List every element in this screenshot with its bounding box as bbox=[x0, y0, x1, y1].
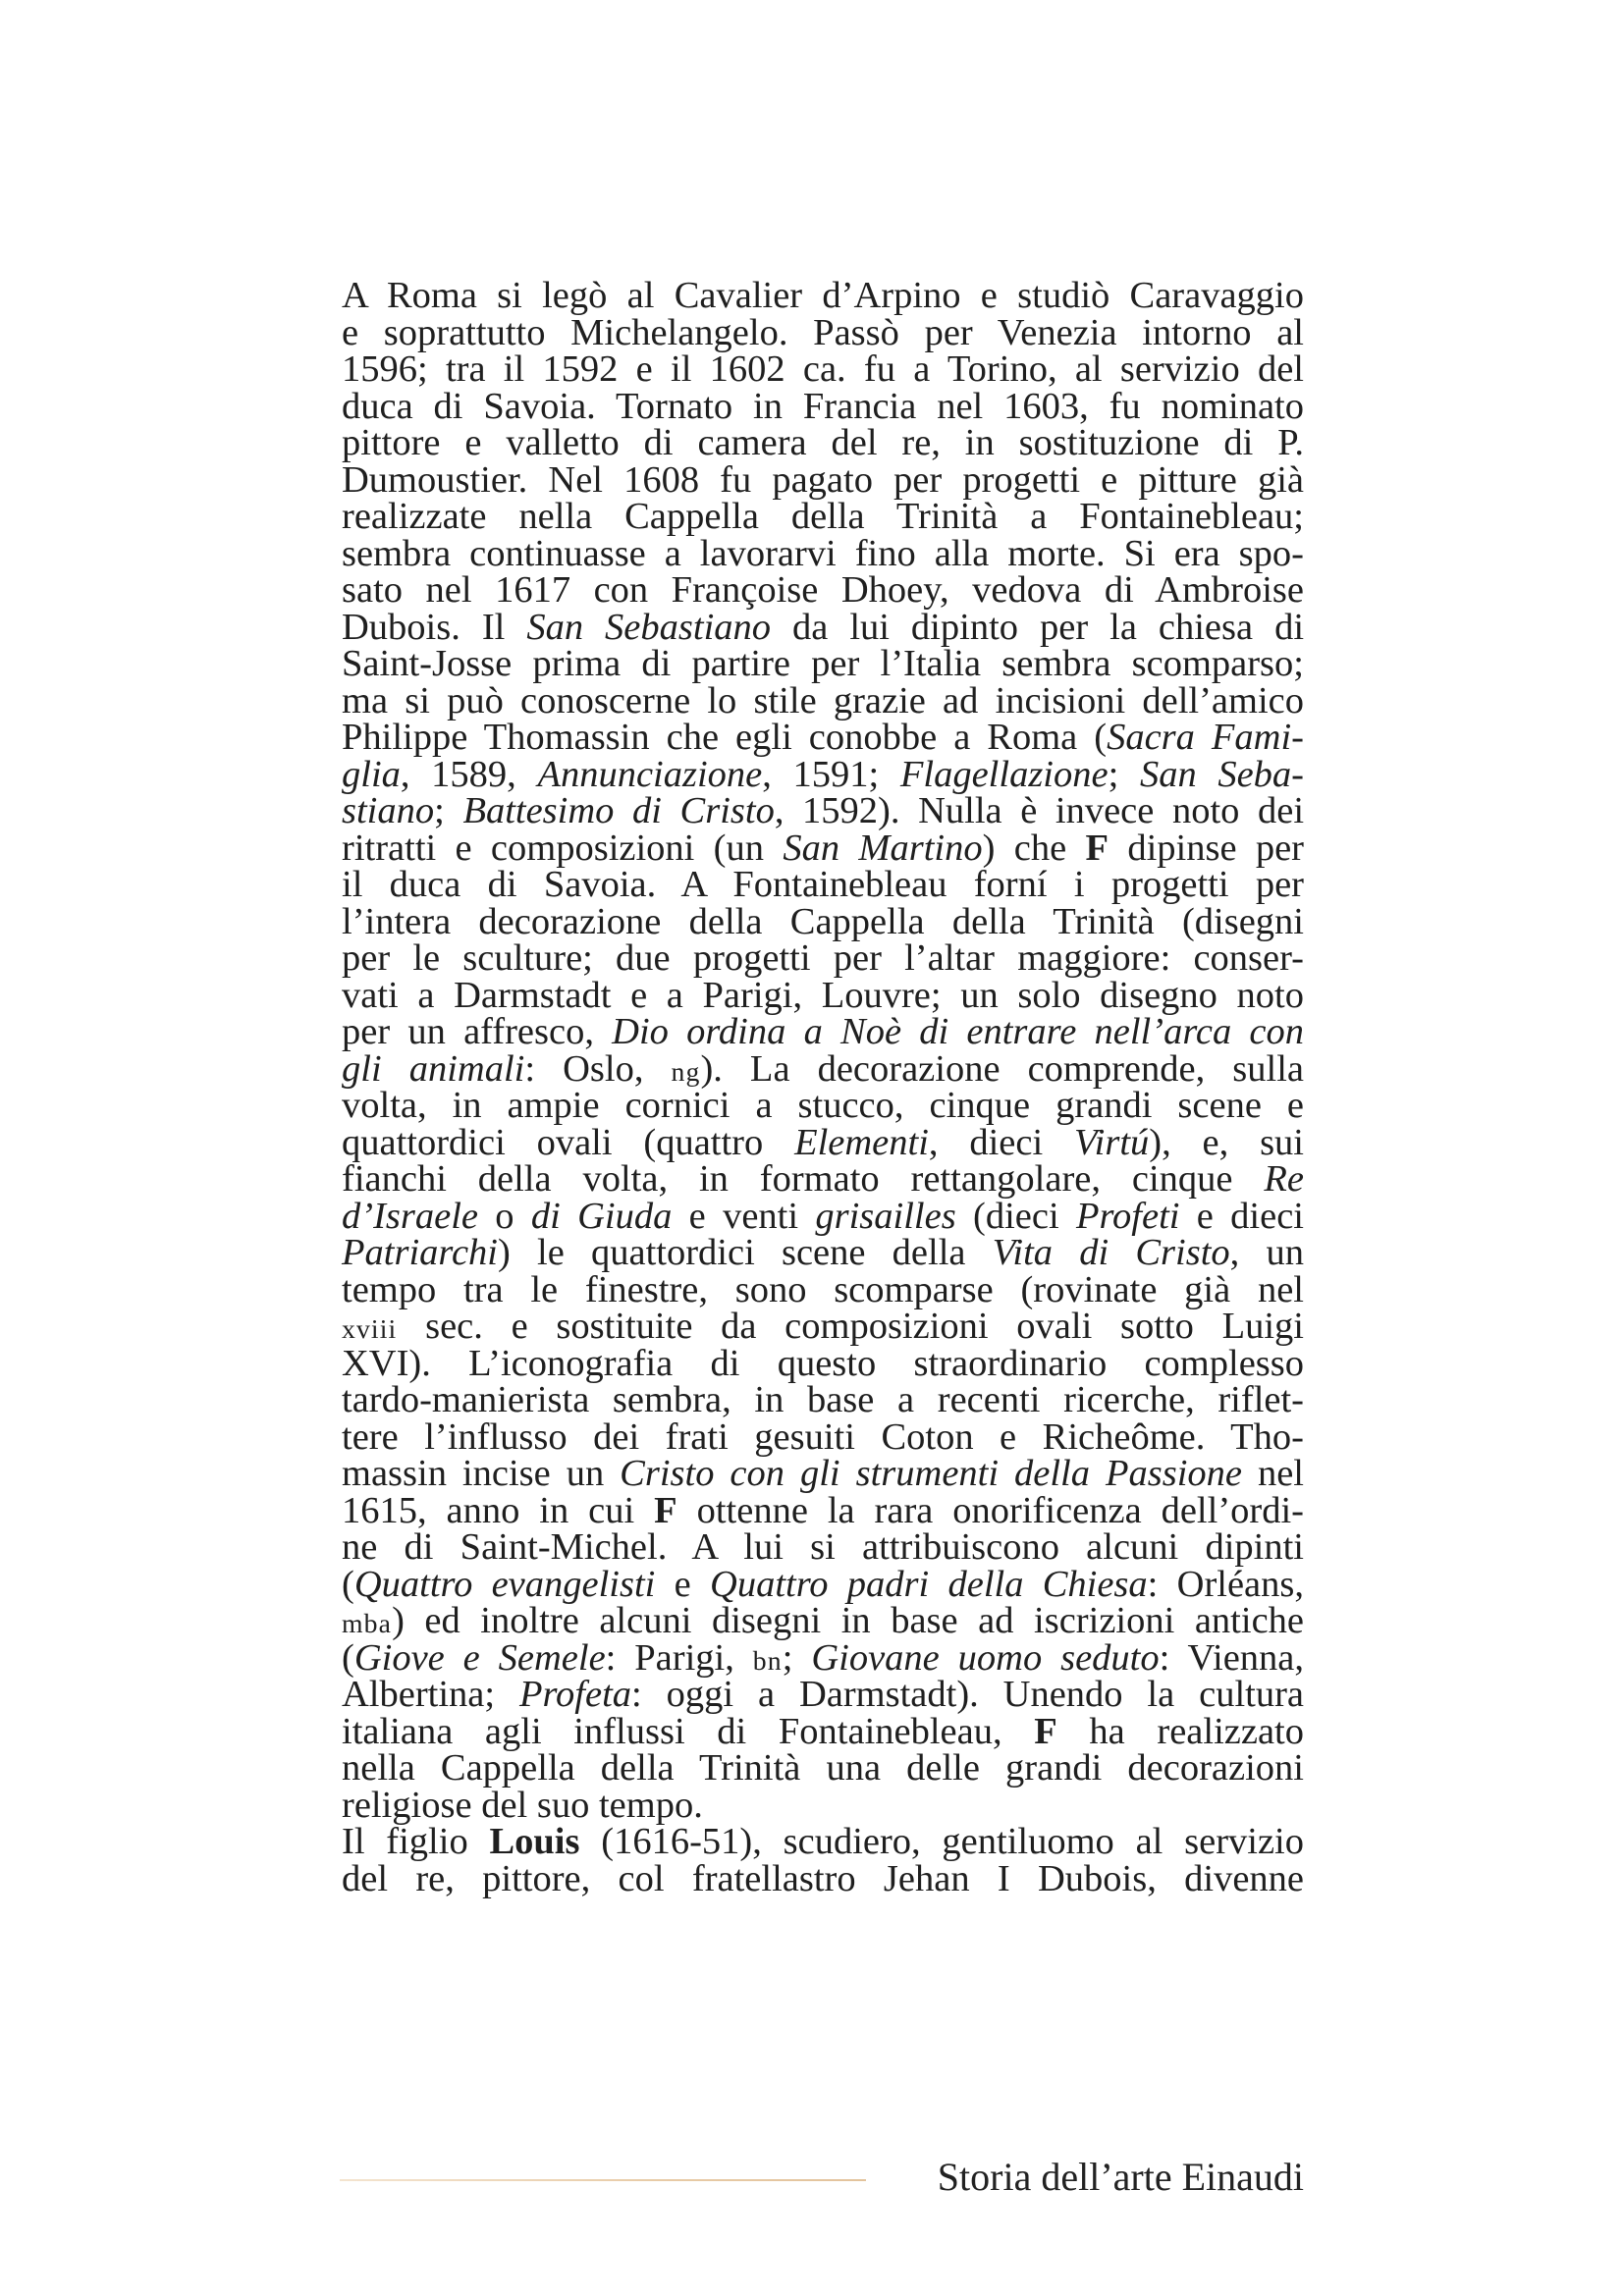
text-line bbox=[342, 532, 1304, 574]
text-line bbox=[342, 679, 1304, 721]
text-run: (dieci bbox=[955, 1195, 1076, 1237]
bold-name: Louis bbox=[489, 1821, 580, 1862]
text-run: ; bbox=[782, 1636, 812, 1679]
text-run: e venti bbox=[672, 1195, 816, 1237]
italic-title: d’Israele bbox=[342, 1195, 478, 1237]
italic-title: Quattro padri della Chiesa bbox=[710, 1563, 1148, 1605]
text-line bbox=[342, 1600, 1304, 1641]
italic-title: Profeta bbox=[518, 1674, 632, 1715]
text-run: del re, pittore, col fratellastro Jehan I Dubois, divenne bbox=[342, 1857, 1304, 1899]
text-run: , dieci bbox=[928, 1121, 1074, 1163]
text-run: tere l’influsso dei frati gesuiti Coton e Richeôme. Tho- bbox=[342, 1415, 1304, 1458]
text-run: vati a Darmstadt e a Parigi, Louvre; un solo disegno noto bbox=[342, 974, 1304, 1016]
text-line bbox=[342, 1821, 1304, 1862]
text-run: per le sculture; due progetti per l’altar maggiore: conser- bbox=[342, 937, 1304, 979]
text-run: , un bbox=[1229, 1232, 1304, 1273]
text-line bbox=[342, 1121, 1305, 1163]
text-line bbox=[342, 496, 1304, 537]
italic-title: Battesimo di Cristo bbox=[462, 790, 775, 831]
text-run: realizzate nella Cappella della Trinità a Fontainebleau; bbox=[342, 496, 1304, 537]
text-line bbox=[342, 1857, 1304, 1899]
text-run: XVI). L’iconografia di questo straordinario complesso bbox=[342, 1342, 1304, 1384]
italic-title: Flagellazione bbox=[899, 753, 1109, 795]
text-run: 1596; tra il 1592 e il 1602 ca. fu a Torino, al servizio del bbox=[342, 348, 1304, 390]
text-run: ha realizzato bbox=[1056, 1710, 1304, 1752]
text-run: ). La decorazione comprende, sulla bbox=[700, 1047, 1304, 1090]
text-run: duca di Savoia. Tornato in Francia nel 1603, fu nominato bbox=[342, 385, 1304, 427]
italic-title: Elementi bbox=[794, 1121, 929, 1163]
italic-title: Profeti bbox=[1075, 1195, 1180, 1237]
italic-title: San Seba- bbox=[1139, 753, 1304, 795]
text-line bbox=[342, 1085, 1304, 1126]
text-run: Dumoustier. Nel 1608 fu pagato per progetti e pitture già bbox=[342, 458, 1304, 501]
text-line bbox=[342, 717, 1304, 758]
italic-title: San Martino bbox=[783, 827, 983, 869]
text-run: (1616-51), scudiero, gentiluomo al servizio bbox=[579, 1821, 1304, 1862]
text-run: sec. e sostituite da composizioni ovali sotto Luigi bbox=[397, 1306, 1304, 1347]
italic-title: di Giuda bbox=[530, 1195, 673, 1237]
text-run: religiose del suo tempo. bbox=[342, 1784, 703, 1826]
text-line bbox=[342, 422, 1304, 463]
small-caps-abbrev: ng bbox=[671, 1055, 701, 1087]
text-line bbox=[342, 937, 1304, 979]
text-line bbox=[342, 311, 1304, 353]
bold-name: F bbox=[654, 1489, 677, 1531]
italic-title: stiano bbox=[342, 790, 435, 831]
small-caps-abbrev: bn bbox=[752, 1644, 783, 1676]
italic-title: Re bbox=[1264, 1158, 1304, 1200]
text-run: nella Cappella della Trinità una delle grandi decorazioni bbox=[342, 1747, 1304, 1789]
text-run: dipinse per bbox=[1109, 827, 1304, 869]
text-line bbox=[342, 1710, 1304, 1752]
text-line bbox=[342, 1232, 1304, 1273]
text-line bbox=[342, 790, 1305, 831]
text-line bbox=[342, 606, 1305, 648]
italic-title: glia bbox=[342, 753, 401, 795]
text-run: : oggi a Darmstadt). Unendo la cultura bbox=[631, 1674, 1304, 1715]
body-text bbox=[342, 275, 1305, 1899]
text-run: fianchi della volta, in formato rettangolare, cinque bbox=[342, 1158, 1265, 1200]
text-run: 1615, anno in cui bbox=[342, 1489, 655, 1531]
text-run: : Vienna, bbox=[1159, 1636, 1305, 1679]
text-run: da lui dipinto per la chiesa di bbox=[771, 606, 1305, 648]
italic-title: Sacra Fami- bbox=[1107, 717, 1304, 758]
bold-name: F bbox=[1085, 827, 1109, 869]
italic-title: Giove e Semele bbox=[353, 1636, 606, 1679]
bold-name: F bbox=[1034, 1710, 1057, 1752]
small-caps-abbrev: xviii bbox=[342, 1313, 398, 1344]
text-run: ; bbox=[1108, 753, 1140, 795]
italic-title: grisailles bbox=[815, 1195, 956, 1237]
text-line bbox=[342, 974, 1304, 1016]
text-line bbox=[342, 1047, 1304, 1090]
footer-rule bbox=[340, 2179, 866, 2181]
text-line bbox=[342, 1342, 1304, 1384]
text-run: Albertina; bbox=[342, 1674, 519, 1715]
text-run: ), e, sui bbox=[1149, 1121, 1305, 1163]
text-run: Dubois. Il bbox=[342, 606, 527, 648]
text-run: quattordici ovali (quattro bbox=[342, 1121, 795, 1163]
text-run: italiana agli influssi di Fontainebleau, bbox=[342, 1710, 1035, 1752]
italic-title: Cristo con gli strumenti della Passione bbox=[620, 1453, 1242, 1494]
text-run: A Roma si legò al Cavalier d’Arpino e studiò Caravaggio bbox=[342, 275, 1304, 316]
text-run: nel bbox=[1242, 1453, 1305, 1494]
text-line bbox=[342, 569, 1304, 611]
text-run: : Oslo, bbox=[524, 1047, 672, 1090]
text-line bbox=[342, 1674, 1304, 1715]
small-caps-abbrev: mba bbox=[342, 1608, 393, 1638]
text-run: , 1591; bbox=[762, 753, 900, 795]
text-run: ma si può conoscerne lo stile grazie ad incisioni dell’amico bbox=[342, 679, 1304, 721]
italic-title: gli animali bbox=[342, 1047, 525, 1090]
text-run: ) che bbox=[982, 827, 1086, 869]
text-run: per un affresco, bbox=[342, 1011, 613, 1052]
text-run: volta, in ampie cornici a stucco, cinque grandi scene e bbox=[342, 1085, 1304, 1126]
text-line bbox=[342, 1784, 1304, 1826]
italic-title: Quattro evangelisti bbox=[353, 1563, 656, 1605]
italic-title: Virtú bbox=[1074, 1121, 1150, 1163]
italic-title: San Sebastiano bbox=[526, 606, 772, 648]
text-run: il duca di Savoia. A Fontainebleau forní i progetti per bbox=[342, 864, 1304, 905]
text-line bbox=[342, 1158, 1304, 1200]
text-line bbox=[342, 1489, 1304, 1531]
italic-title: Vita di Cristo bbox=[992, 1232, 1230, 1273]
text-run: , 1589, bbox=[400, 753, 538, 795]
text-run: sato nel 1617 con Françoise Dhoey, vedova di Ambroise bbox=[342, 569, 1304, 611]
text-line bbox=[342, 1268, 1304, 1310]
text-line bbox=[342, 900, 1304, 942]
text-line bbox=[342, 1636, 1305, 1679]
italic-title: Dio ordina a Noè di entrare nell’arca con bbox=[612, 1011, 1304, 1052]
text-line bbox=[342, 827, 1304, 869]
text-line bbox=[342, 348, 1304, 390]
text-line bbox=[342, 275, 1304, 316]
text-run: ; bbox=[434, 790, 463, 831]
text-line bbox=[342, 643, 1304, 684]
text-line bbox=[342, 1195, 1304, 1237]
text-run: massin incise un bbox=[342, 1453, 621, 1494]
text-run: ritratti e composizioni (un bbox=[342, 827, 784, 869]
text-run: ottenne la rara onorificenza dell’ordi- bbox=[676, 1489, 1304, 1531]
text-run: e soprattutto Michelangelo. Passò per Venezia intorno al bbox=[342, 311, 1304, 353]
italic-title: Giovane uomo seduto bbox=[811, 1636, 1160, 1679]
text-line bbox=[342, 1415, 1304, 1458]
text-run: Philippe Thomassin che egli conobbe a Roma ( bbox=[342, 717, 1108, 758]
text-run: e bbox=[655, 1563, 711, 1605]
italic-title: Patriarchi bbox=[342, 1232, 498, 1273]
text-run: Saint-Josse prima di partire per l’Italia sembra scomparso; bbox=[342, 643, 1304, 684]
text-line bbox=[342, 864, 1304, 905]
text-run: : Orléans, bbox=[1147, 1563, 1304, 1605]
text-run: ne di Saint-Michel. A lui si attribuiscono alcuni dipinti bbox=[342, 1526, 1304, 1568]
text-line bbox=[342, 1453, 1305, 1494]
text-run: tempo tra le finestre, sono scomparse (rovinate già nel bbox=[342, 1268, 1304, 1310]
text-run: l’intera decorazione della Cappella della Trinità (disegni bbox=[342, 900, 1304, 942]
text-line bbox=[342, 1379, 1304, 1420]
text-run: pittore e valletto di camera del re, in sostituzione di P. bbox=[342, 422, 1304, 463]
text-run: : Parigi, bbox=[605, 1636, 753, 1679]
text-line bbox=[342, 1308, 1304, 1346]
text-line bbox=[342, 1526, 1304, 1568]
footer-title: Storia dell’arte Einaudi bbox=[937, 2155, 1304, 2199]
text-line bbox=[342, 385, 1304, 427]
text-run: e dieci bbox=[1179, 1195, 1304, 1237]
text-run: Il figlio bbox=[342, 1821, 490, 1862]
text-run: ( bbox=[342, 1636, 354, 1679]
text-run: , 1592). Nulla è invece noto dei bbox=[774, 790, 1305, 831]
text-run: sembra continuasse a lavorarvi fino alla morte. Si era spo- bbox=[342, 532, 1304, 574]
italic-title: Annunciazione bbox=[537, 753, 763, 795]
text-run: tardo-manierista sembra, in base a recenti ricerche, riflet- bbox=[342, 1379, 1304, 1420]
text-run: ) ed inoltre alcuni disegni in base ad iscrizioni antiche bbox=[392, 1600, 1304, 1641]
text-line bbox=[342, 458, 1304, 501]
text-line bbox=[342, 1011, 1304, 1052]
text-line bbox=[342, 753, 1304, 795]
text-line bbox=[342, 1563, 1304, 1605]
text-run: o bbox=[477, 1195, 531, 1237]
text-line bbox=[342, 1747, 1304, 1789]
text-run: ( bbox=[342, 1563, 354, 1605]
text-run: ) le quattordici scene della bbox=[497, 1232, 993, 1273]
